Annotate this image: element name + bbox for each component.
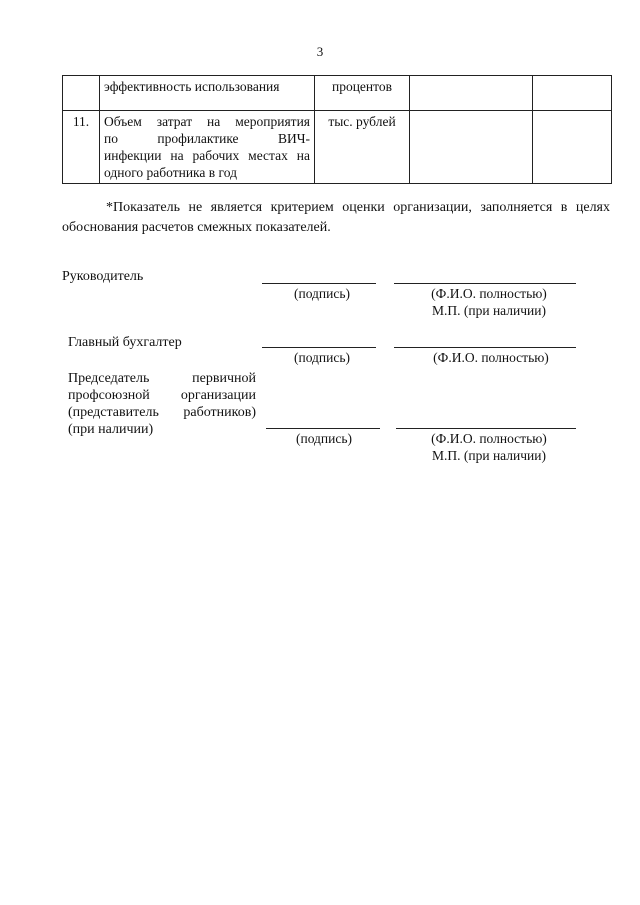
- head-label: Руководитель: [62, 269, 144, 284]
- row-number-cell: 11.: [63, 111, 100, 184]
- empty-value-cell: [533, 76, 612, 111]
- row-name-cell: [100, 76, 315, 111]
- table-row: [63, 76, 612, 111]
- head-name-line: [394, 283, 576, 284]
- accountant-name-line: [394, 347, 576, 348]
- head-name-caption: (Ф.И.О. полностью): [431, 286, 547, 301]
- accountant-label: Главный бухгалтер: [68, 335, 182, 350]
- chairman-signature-caption: (подпись): [295, 431, 353, 446]
- page-number: 3: [316, 44, 324, 59]
- indicators-table: [62, 75, 612, 184]
- head-stamp-caption: М.П. (при наличии): [432, 303, 546, 318]
- row-unit-cell: тыс. рублей: [315, 111, 410, 184]
- row-name-line: инфекции на рабочих местах на: [104, 148, 310, 163]
- chairman-stamp-caption: М.П. (при наличии): [432, 448, 546, 463]
- row-name-line: эффективность использования: [104, 79, 280, 94]
- accountant-signature-line: [262, 347, 376, 348]
- row-name-cell: [100, 111, 315, 184]
- empty-value-cell: [533, 111, 612, 184]
- empty-value-cell: [410, 111, 533, 184]
- accountant-name-caption: (Ф.И.О. полностью): [433, 350, 549, 365]
- row-unit-cell: процентов: [315, 76, 410, 111]
- footnote: *Показатель не является критерием оценки организации, заполняется в целях обоснования расчетов смежных показателей.: [62, 200, 610, 235]
- chairman-signature-line: [266, 428, 380, 429]
- row-name-line: одного работника в год: [104, 165, 237, 180]
- chairman-name-caption: (Ф.И.О. полностью): [431, 431, 547, 446]
- empty-value-cell: [410, 76, 533, 111]
- chairman-name-line: [396, 428, 576, 429]
- row-name-line: Объем затрат на мероприятия: [104, 114, 310, 129]
- row-number-cell: [63, 76, 100, 111]
- accountant-signature-caption: (подпись): [293, 350, 351, 365]
- chairman-label: Председатель первичной профсоюзной организации (представитель работников) (при наличии): [68, 371, 256, 437]
- head-signature-caption: (подпись): [293, 286, 351, 301]
- row-name-line: по профилактике ВИЧ-: [104, 131, 310, 146]
- head-signature-line: [262, 283, 376, 284]
- table-row: [63, 111, 612, 184]
